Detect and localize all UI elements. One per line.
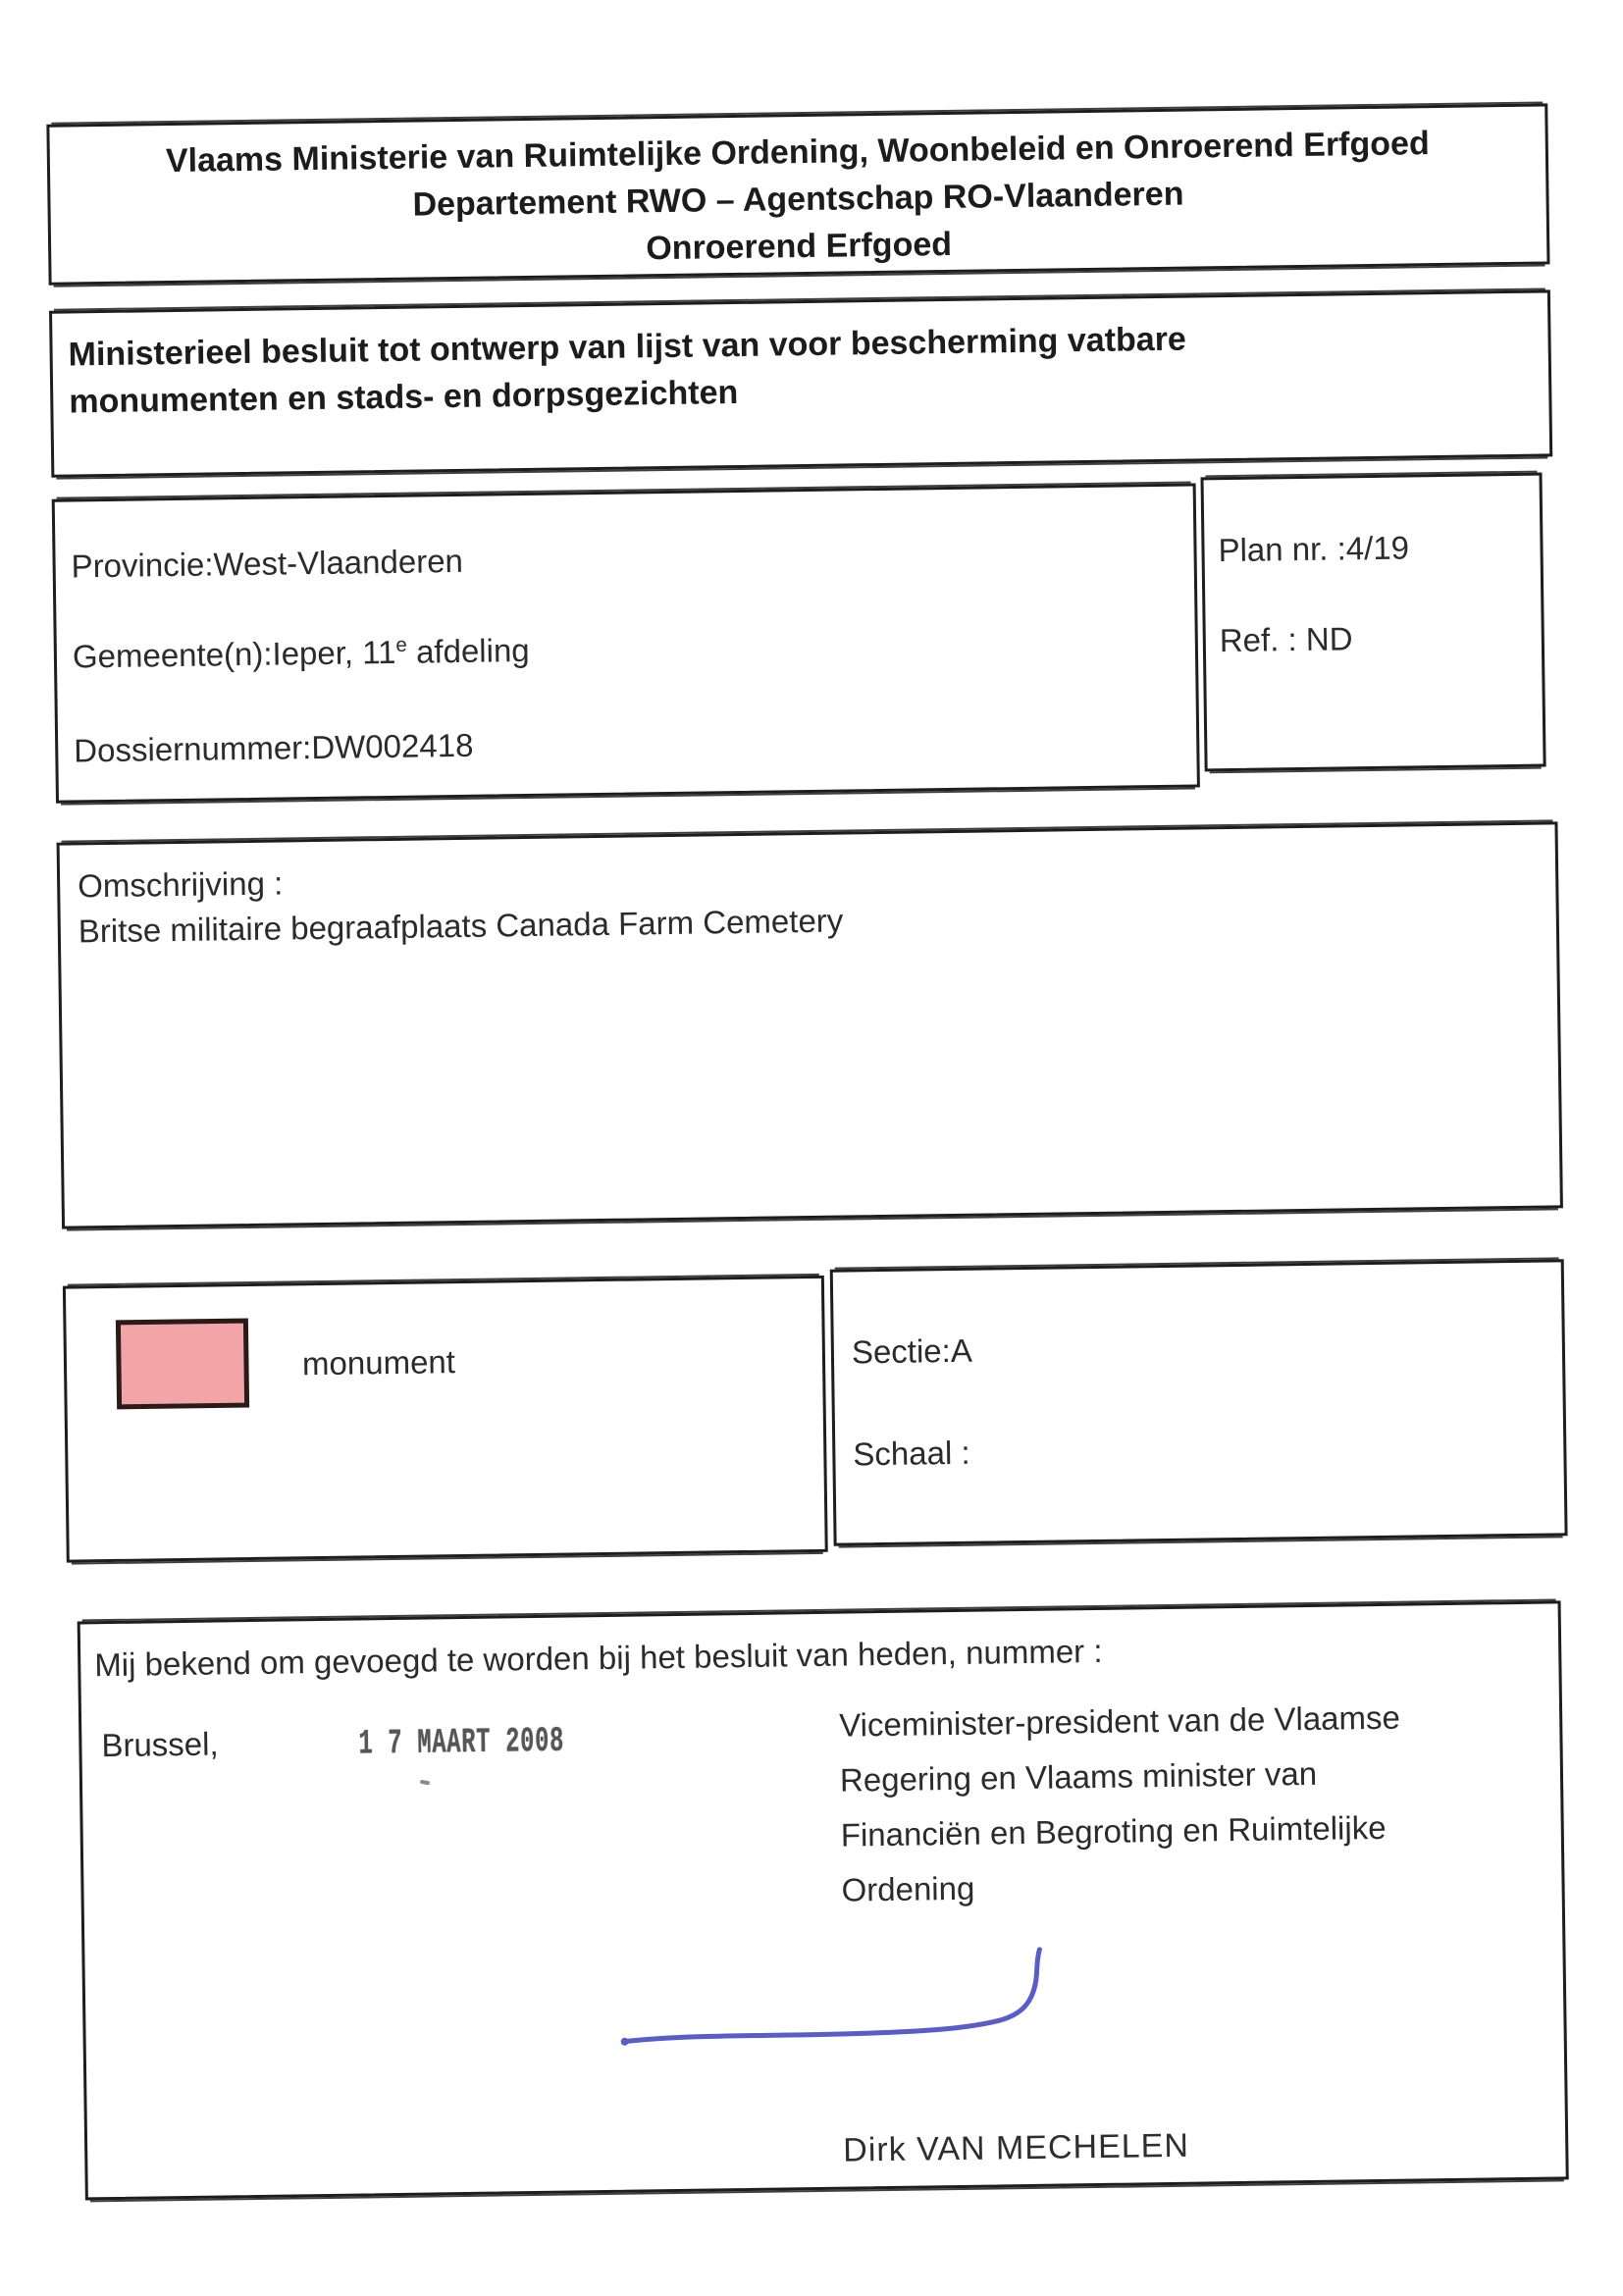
legend-label: monument [301, 1343, 456, 1383]
schaal-line: Schaal : [853, 1434, 970, 1473]
place-label: Brussel, [101, 1725, 219, 1764]
legend-box [63, 1276, 828, 1563]
decree-title-line-1: Ministerieel besluit tot ontwerp van lijst van voor bescherming vatbare [68, 320, 1187, 374]
sectie-schaal-box [830, 1259, 1568, 1545]
description-box [57, 821, 1563, 1228]
signer-name: Dirk VAN MECHELEN [843, 2126, 1190, 2169]
municipality-line [73, 631, 530, 676]
minister-title [839, 1691, 1403, 1918]
minister-title-line-3: Financiën en Begroting en Ruimtelijke [840, 1808, 1387, 1853]
decree-title [68, 316, 1187, 426]
plan-ref-box [1200, 473, 1545, 772]
location-info-box [52, 483, 1200, 803]
ministry-header-lines [50, 118, 1547, 280]
description-value: Britse militaire begraafplaats Canada Farm Cemetery [78, 902, 844, 950]
minister-title-line-4: Ordening [841, 1869, 975, 1908]
reference-line: Ref. : ND [1219, 620, 1353, 659]
description-label: Omschrijving : [77, 864, 284, 905]
date-stamp: 1 7 MAART 2008 [358, 1721, 565, 1764]
monument-color-swatch [115, 1318, 249, 1410]
municipality-prefix: Gemeente(n):Ieper, 11 [72, 633, 396, 675]
department-line: Departement RWO – Agentschap RO-Vlaanderen [412, 175, 1184, 224]
municipality-superscript: e [395, 633, 407, 656]
ministry-name-line: Vlaams Ministerie van Ruimtelijke Ordening, Woonbeleid en Onroerend Erfgoed [165, 125, 1430, 181]
sectie-line: Sectie:A [851, 1331, 973, 1371]
agency-line: Onroerend Erfgoed [646, 225, 953, 268]
decree-title-box [49, 289, 1552, 477]
decree-title-line-2: monumenten en stads- en dorpsgezichten [69, 373, 739, 421]
signature-ink [614, 1901, 1048, 2054]
ministry-header-box [46, 103, 1549, 285]
signature-stroke [622, 1950, 1040, 2042]
plan-number-line: Plan nr. :4/19 [1218, 529, 1410, 569]
minister-title-line-2: Regering en Vlaams minister van [839, 1754, 1318, 1799]
dossier-number-line: Dossiernummer:DW002418 [74, 726, 474, 769]
municipality-suffix: afdeling [406, 631, 530, 670]
stamp-ink-dot [420, 1780, 431, 1786]
signature-block-box [78, 1600, 1569, 2200]
monument-swatch-rect [118, 1321, 246, 1407]
province-line: Provincie:West-Vlaanderen [71, 542, 464, 585]
closing-statement: Mij bekend om gevoegd te worden bij het besluit van heden, nummer : [94, 1632, 1103, 1684]
minister-title-line-1: Viceminister-president van de Vlaamse [838, 1698, 1401, 1744]
